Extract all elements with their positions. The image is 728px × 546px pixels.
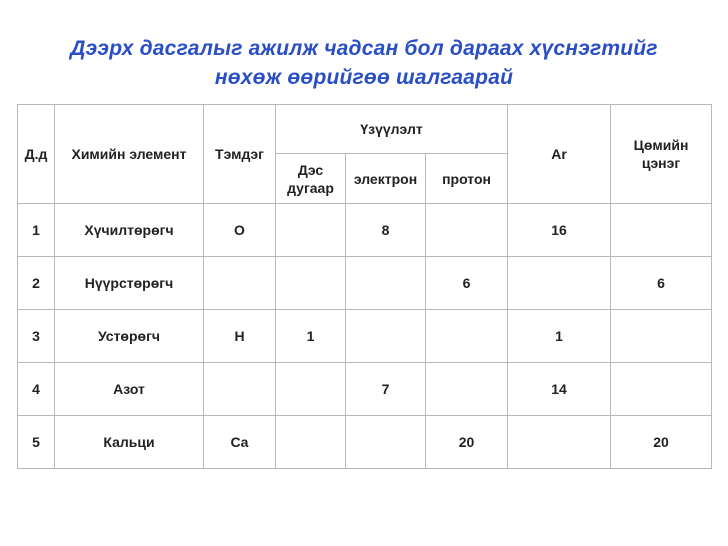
- cell-element: Азот: [55, 363, 204, 416]
- cell-charge: 6: [611, 257, 712, 310]
- cell-symbol: [204, 363, 276, 416]
- cell-element: Кальци: [55, 416, 204, 469]
- cell-order: 1: [276, 310, 346, 363]
- cell-ar: 16: [508, 204, 611, 257]
- cell-ar: 14: [508, 363, 611, 416]
- cell-ar: [508, 416, 611, 469]
- cell-order: [276, 416, 346, 469]
- cell-proton: [426, 204, 508, 257]
- header-index: Д.д: [18, 105, 55, 204]
- cell-symbol: [204, 257, 276, 310]
- cell-electron: [346, 310, 426, 363]
- cell-element: Нүүрстөрөгч: [55, 257, 204, 310]
- cell-order: [276, 257, 346, 310]
- header-composition: Үзүүлэлт: [276, 105, 508, 154]
- cell-proton: [426, 310, 508, 363]
- cell-charge: [611, 204, 712, 257]
- cell-charge: [611, 363, 712, 416]
- cell-symbol: H: [204, 310, 276, 363]
- cell-proton: 6: [426, 257, 508, 310]
- cell-index: 5: [18, 416, 55, 469]
- header-charge: Цөмийн цэнэг: [611, 105, 712, 204]
- table-row: [18, 257, 712, 310]
- header-order: Дэс дугаар: [276, 154, 346, 204]
- element-table: [17, 104, 712, 469]
- cell-charge: 20: [611, 416, 712, 469]
- cell-proton: [426, 363, 508, 416]
- table-row: [18, 363, 712, 416]
- cell-index: 3: [18, 310, 55, 363]
- cell-element: Хүчилтөрөгч: [55, 204, 204, 257]
- table-row: [18, 310, 712, 363]
- cell-element: Устөрөгч: [55, 310, 204, 363]
- cell-index: 1: [18, 204, 55, 257]
- cell-ar: 1: [508, 310, 611, 363]
- header-ar: Ar: [508, 105, 611, 204]
- header-electron: электрон: [346, 154, 426, 204]
- cell-order: [276, 363, 346, 416]
- title-line-1: Дээрх дасгалыг ажилж чадсан бол дараах хүснэгтийг: [70, 37, 658, 60]
- cell-symbol: Ca: [204, 416, 276, 469]
- cell-electron: [346, 257, 426, 310]
- header-proton: протон: [426, 154, 508, 204]
- cell-proton: 20: [426, 416, 508, 469]
- cell-symbol: O: [204, 204, 276, 257]
- cell-electron: [346, 416, 426, 469]
- title-line-2: нөхөж өөрийгөө шалгаарай: [214, 66, 514, 89]
- table-row: [18, 416, 712, 469]
- cell-index: 2: [18, 257, 55, 310]
- cell-ar: [508, 257, 611, 310]
- cell-electron: 7: [346, 363, 426, 416]
- header-element: Химийн элемент: [55, 105, 204, 204]
- header-symbol: Тэмдэг: [204, 105, 276, 204]
- cell-index: 4: [18, 363, 55, 416]
- cell-order: [276, 204, 346, 257]
- cell-charge: [611, 310, 712, 363]
- page-title: [0, 34, 728, 92]
- cell-electron: 8: [346, 204, 426, 257]
- table-row: [18, 204, 712, 257]
- header-row-top: [18, 105, 712, 154]
